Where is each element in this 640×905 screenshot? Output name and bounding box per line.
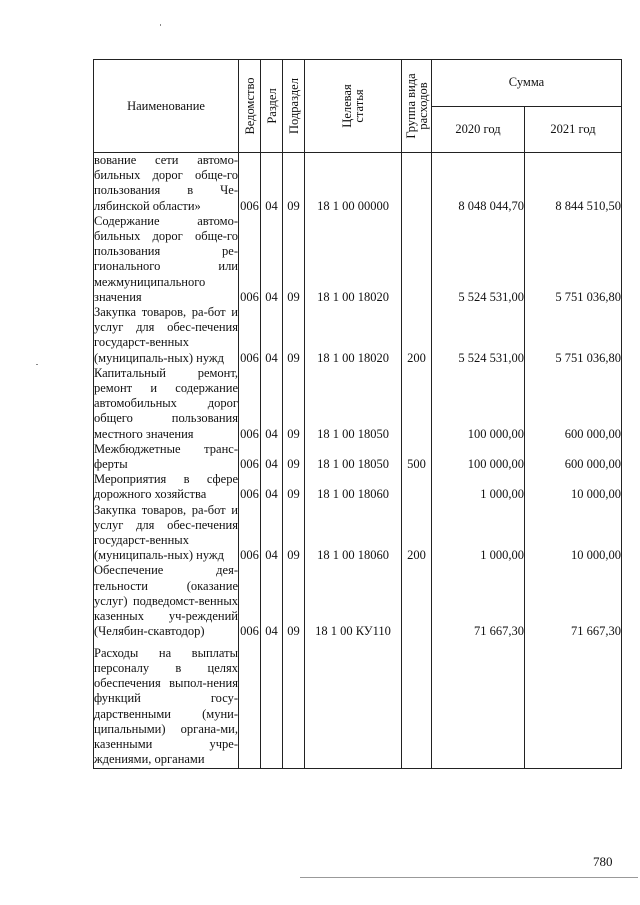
row-vedomstvo: 006 bbox=[239, 563, 261, 639]
page-number: 780 bbox=[593, 854, 613, 869]
header-name: Наименование bbox=[94, 60, 239, 153]
row-vedomstvo: 006 bbox=[239, 503, 261, 564]
row-sum-2020: 1 000,00 bbox=[432, 503, 525, 564]
row-podrazdel: 09 bbox=[283, 305, 305, 366]
row-name: Обеспечение дея-тельности (оказание услуг) подведомст-венных казенных уч-реждений (Челябин-скавтодор) bbox=[94, 563, 238, 639]
row-podrazdel: 09 bbox=[283, 153, 305, 214]
row-name: вование сети автомо-бильных дорог обще-го пользования в Че-лябинской области» bbox=[94, 153, 238, 213]
scan-artifact bbox=[160, 24, 161, 26]
table-row bbox=[94, 563, 622, 639]
row-podrazdel: 09 bbox=[283, 442, 305, 472]
table-row bbox=[94, 503, 622, 564]
row-name: Межбюджетные транс-ферты bbox=[94, 441, 238, 472]
row-sum-2021: 71 667,30 bbox=[525, 563, 622, 639]
row-name: Капитальный ремонт, ремонт и содержание автомобильных дорог общего пользования местного значения bbox=[94, 365, 238, 441]
row-vid-rashodov bbox=[402, 640, 432, 769]
row-razdel: 04 bbox=[261, 442, 283, 472]
row-vid-rashodov: 200 bbox=[402, 503, 432, 564]
row-sum-2020: 8 048 044,70 bbox=[432, 153, 525, 214]
header-podrazdel: Подраздел bbox=[283, 60, 305, 153]
row-sum-2020: 100 000,00 bbox=[432, 442, 525, 472]
row-vedomstvo bbox=[239, 640, 261, 769]
row-razdel: 04 bbox=[261, 305, 283, 366]
row-celevaya-statya: 18 1 00 18050 bbox=[305, 366, 402, 442]
row-name: Закупка товаров, ра-бот и услуг для обес-печения государст-венных (муниципаль-ных) нужд bbox=[94, 502, 238, 563]
row-vid-rashodov bbox=[402, 366, 432, 442]
header-year-2020: 2020 год bbox=[432, 106, 525, 153]
row-vedomstvo: 006 bbox=[239, 472, 261, 502]
row-razdel: 04 bbox=[261, 366, 283, 442]
header-gruppa-vida-rashodov: Группа вида расходов bbox=[402, 60, 432, 153]
row-vid-rashodov bbox=[402, 563, 432, 639]
row-celevaya-statya: 18 1 00 КУ110 bbox=[305, 563, 402, 639]
row-sum-2021: 10 000,00 bbox=[525, 503, 622, 564]
row-razdel: 04 bbox=[261, 503, 283, 564]
row-vid-rashodov bbox=[402, 153, 432, 214]
row-vedomstvo: 006 bbox=[239, 366, 261, 442]
table-row bbox=[94, 305, 622, 366]
row-celevaya-statya: 18 1 00 18060 bbox=[305, 503, 402, 564]
row-vedomstvo: 006 bbox=[239, 442, 261, 472]
row-sum-2020: 5 524 531,00 bbox=[432, 214, 525, 305]
row-celevaya-statya: 18 1 00 18050 bbox=[305, 442, 402, 472]
row-podrazdel bbox=[283, 640, 305, 769]
header-year-2021: 2021 год bbox=[525, 106, 622, 153]
header-razdel: Раздел bbox=[261, 60, 283, 153]
row-podrazdel: 09 bbox=[283, 214, 305, 305]
row-razdel bbox=[261, 640, 283, 769]
row-razdel: 04 bbox=[261, 214, 283, 305]
row-sum-2021: 5 751 036,80 bbox=[525, 305, 622, 366]
row-vid-rashodov bbox=[402, 214, 432, 305]
row-sum-2020: 5 524 531,00 bbox=[432, 305, 525, 366]
header-vedomstvo: Ведомство bbox=[239, 60, 261, 153]
budget-table bbox=[93, 59, 622, 769]
row-celevaya-statya: 18 1 00 18060 bbox=[305, 472, 402, 502]
table-row bbox=[94, 153, 622, 214]
row-vedomstvo: 006 bbox=[239, 153, 261, 214]
table-row bbox=[94, 214, 622, 305]
row-celevaya-statya: 18 1 00 18020 bbox=[305, 305, 402, 366]
row-sum-2021: 5 751 036,80 bbox=[525, 214, 622, 305]
row-celevaya-statya bbox=[305, 640, 402, 769]
row-vedomstvo: 006 bbox=[239, 214, 261, 305]
row-vid-rashodov: 200 bbox=[402, 305, 432, 366]
row-sum-2020 bbox=[432, 640, 525, 769]
row-podrazdel: 09 bbox=[283, 472, 305, 502]
row-celevaya-statya: 18 1 00 18020 bbox=[305, 214, 402, 305]
row-name: Расходы на выплаты персоналу в целях обеспечения выпол-нения функций госу-дарственными (муни-ципальными) органа-ми, казенными учре-ждениями, органами bbox=[94, 640, 239, 769]
row-razdel: 04 bbox=[261, 563, 283, 639]
table-row bbox=[94, 442, 622, 472]
row-podrazdel: 09 bbox=[283, 366, 305, 442]
row-name: Содержание автомо-бильных дорог обще-го пользования ре-гионального или межмуниципального значения bbox=[94, 213, 238, 304]
header-celevaya-statya: Целевая статья bbox=[305, 60, 402, 153]
row-sum-2020: 1 000,00 bbox=[432, 472, 525, 502]
row-celevaya-statya: 18 1 00 00000 bbox=[305, 153, 402, 214]
row-podrazdel: 09 bbox=[283, 563, 305, 639]
footer-rule bbox=[300, 877, 638, 878]
row-vedomstvo: 006 bbox=[239, 305, 261, 366]
row-sum-2021: 10 000,00 bbox=[525, 472, 622, 502]
row-vid-rashodov: 500 bbox=[402, 442, 432, 472]
header-summa: Сумма bbox=[432, 60, 622, 107]
row-sum-2020: 100 000,00 bbox=[432, 366, 525, 442]
table-row bbox=[94, 366, 622, 442]
row-razdel: 04 bbox=[261, 153, 283, 214]
row-sum-2020: 71 667,30 bbox=[432, 563, 525, 639]
scan-artifact bbox=[36, 364, 38, 365]
row-sum-2021: 600 000,00 bbox=[525, 366, 622, 442]
table-row bbox=[94, 472, 622, 502]
row-podrazdel: 09 bbox=[283, 503, 305, 564]
row-sum-2021: 8 844 510,50 bbox=[525, 153, 622, 214]
row-sum-2021 bbox=[525, 640, 622, 769]
row-name: Мероприятия в сфере дорожного хозяйства bbox=[94, 472, 238, 502]
row-name: Закупка товаров, ра-бот и услуг для обес-печения государст-венных (муниципаль-ных) нужд bbox=[94, 305, 238, 365]
row-vid-rashodov bbox=[402, 472, 432, 502]
row-razdel: 04 bbox=[261, 472, 283, 502]
row-sum-2021: 600 000,00 bbox=[525, 442, 622, 472]
table-row bbox=[94, 640, 622, 769]
